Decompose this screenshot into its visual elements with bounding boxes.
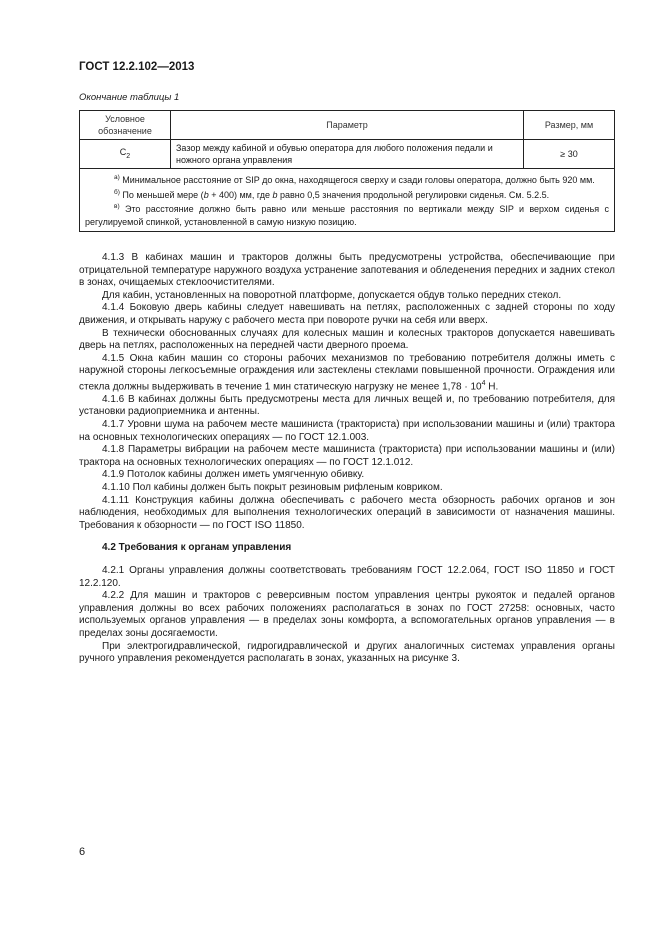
body-text [79, 252, 615, 666]
footnote-b-text-1: По меньшей мере ( [119, 189, 204, 200]
column-header-size: Размер, мм [524, 111, 615, 140]
paragraph-4-1-7: 4.1.7 Уровни шума на рабочем месте машиниста (тракториста) при использовании машины и (или) трактора на основных технологических операциях — по ГОСТ 12.1.003. [79, 419, 615, 443]
paragraph-electrohydraulic: При электрогидравлической, гидрогидравлической и других аналогичных системах управления органы ручного управления рекомендуется располагать в зонах, указанных на рисунке 3. [79, 640, 615, 665]
symbol-cell [80, 140, 171, 169]
column-header-symbol: Условное обозначение [80, 111, 171, 140]
symbol-base: C [119, 146, 127, 157]
page-number: 6 [79, 846, 86, 858]
footnote-a-text: Минимальное расстояние от SIP до окна, находящегося сверху и сзади головы оператора, должно быть 920 мм. [119, 175, 595, 185]
footnote-c-mark: в) [114, 203, 120, 210]
parameter-cell: Зазор между кабиной и обувью оператора для любого положения педали и ножного органа управления [171, 140, 524, 169]
footnote-c-text: Это расстояние должно быть равно или меньше расстояния по вертикали между SIP и верхом сиденья с регулируемой спинкой, установленной в самую низкую позицию. [85, 204, 609, 227]
footnotes-row [80, 169, 615, 232]
table-header-row [80, 111, 615, 140]
footnote-b-mark: б) [114, 188, 120, 196]
footnote-b-var: b [203, 189, 209, 200]
paragraph-4-2-2: 4.2.2 Для машин и тракторов с реверсивным постом управления центры рукояток и педалей органов управления должны во всех рабочих положениях располагаться в зонах по ГОСТ 27258: основных, часто используемых органов управления — в пределах зоны комфорта, а вспомогательных органов управления — в пределах зоны досягаемости. [79, 590, 615, 639]
footnote-b-text-3: равно 0,5 значения продольной регулировки сиденья. См. 5.2.5. [277, 189, 550, 200]
footnote-b-text-2: + 400) мм, где [208, 189, 273, 200]
paragraph-4-1-5-text: 4.1.5 Окна кабин машин со стороны рабочих механизмов по требованию потребителя должны иметь с наружной стороны легкосъемные ограждения или застеклены стеклами повышенной прочности. Ограждения или стекла должны выдерживать в течение 1 мин статическую нагрузку не менее 1,78 · 10 [79, 352, 615, 393]
table-row [80, 140, 615, 169]
paragraph-4-1-11: 4.1.11 Конструкция кабины должна обеспечивать с рабочего места обзорность рабочих органов и зон наблюдения, необходимых для выполнения технологических операций в зависимости от назначения машины. Требования к обзорности — по ГОСТ ISO 11850. [79, 494, 615, 531]
paragraph-4-1-10: 4.1.10 Пол кабины должен быть покрыт резиновым рифленым ковриком. [102, 482, 443, 494]
symbol-subscript: 2 [126, 152, 131, 160]
footnote-b-var-2: b [272, 189, 278, 200]
column-header-parameter: Параметр [171, 111, 524, 140]
section-title-4-2: 4.2 Требования к органам управления [102, 542, 292, 554]
paragraph-4-1-6: 4.1.6 В кабинах должны быть предусмотрены места для личных вещей и, по требованию потребителя, для установки радиоприемника и антенны. [79, 393, 615, 418]
paragraph-justified-cases: В технически обоснованных случаях для колесных машин и колесных тракторов допускается навешивать дверь на петлях, расположенных на передней части дверного проема. [79, 327, 615, 352]
paragraph-rotary-platform: Для кабин, установленных на поворотной платформе, допускается обдув только передних стекол. [102, 289, 562, 301]
paragraph-4-1-9: 4.1.9 Потолок кабины должен иметь умягченную обивку. [102, 469, 365, 481]
paragraph-4-1-4: 4.1.4 Боковую дверь кабины следует навешивать на петлях, расположенных с задней стороны по ходу движения, и открывать наружу с рабочего места при повороте ручки на себя или вверх. [79, 302, 615, 326]
paragraph-4-1-5-exponent: 4 [481, 379, 486, 387]
size-cell: ≥ 30 [524, 140, 615, 169]
table-caption: Окончание таблицы 1 [79, 92, 180, 103]
paragraph-4-1-3: 4.1.3 В кабинах машин и тракторов должны быть предусмотрены устройства, обеспечивающие при отрицательной температуре наружного воздуха устранение запотевания и обледенения передних и задних стекол в зонах, очищаемых стеклоочистителями. [79, 252, 615, 289]
footnote-a [85, 172, 609, 187]
paragraph-4-1-5-unit: Н. [485, 381, 499, 393]
footnotes-cell [80, 169, 615, 232]
footnote-a-mark: а) [114, 174, 120, 181]
paragraph-4-1-5 [79, 353, 615, 394]
footnote-c [85, 201, 609, 228]
paragraph-4-1-8: 4.1.8 Параметры вибрации на рабочем месте машиниста (тракториста) при использовании машины и (или) трактора на основных технологических операциях — по ГОСТ 12.1.012. [79, 444, 615, 468]
paragraph-4-2-1: 4.2.1 Органы управления должны соответствовать требованиям ГОСТ 12.2.064, ГОСТ ISO 11850 и ГОСТ 12.2.120. [79, 564, 615, 589]
parameters-table [79, 110, 615, 232]
document-header: ГОСТ 12.2.102—2013 [79, 61, 195, 73]
footnote-b [85, 187, 609, 202]
